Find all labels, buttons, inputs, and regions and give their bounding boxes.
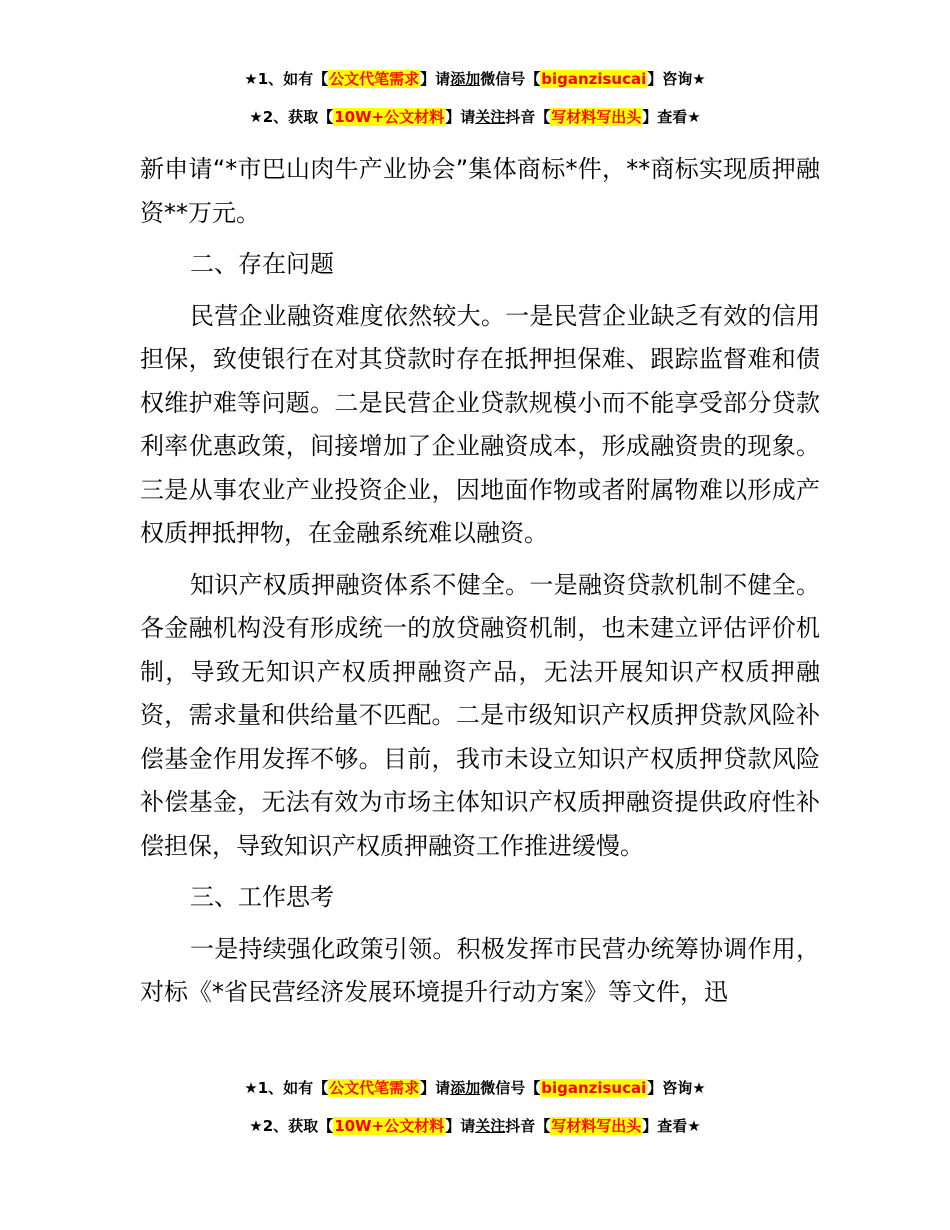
banner-text: 抖音【 [505,1117,551,1135]
paragraph-financing-difficulty: 民营企业融资难度依然较大。一是民营企业缺乏有效的信用担保，致使银行在对其贷款时存在抵押担保难、跟踪监督难和债权维护难等问题。二是民营企业贷款规模小而不能享受部分贷款利率优惠政策，间接增加了企业融资成本，形成融资贵的现象。三是从事农业产业投资企业，因地面作物或者附属物难以形成产权质押抵押物，在金融系统难以融资。 [140,301,820,547]
paragraph-policy-guidance: 一是持续强化政策引领。积极发挥市民营办统筹协调作用，对标《*省民营经济发展环境提升行动方案》等文件，迅 [140,934,820,1006]
banner-highlight: 10W+公文材料 [334,1117,445,1135]
banner-highlight: biganzisucai [541,70,647,88]
top-banner-line-1 [0,69,950,89]
banner-emphasis: 关注 [475,108,506,126]
paragraph-ip-pledge: 知识产权质押融资体系不健全。一是融资贷款机制不健全。各金融机构没有形成统一的放贷融资机制，也未建立评估评价机制，导致无知识产权质押融资产品，无法开展知识产权质押融资，需求量和供给量不匹配。二是市级知识产权质押贷款风险补偿基金作用发挥不够。目前，我市未设立知识产权质押贷款风险补偿基金，无法有效为市场主体知识产权质押融资提供政府性补偿担保，导致知识产权质押融资工作推进缓慢。 [140,570,820,860]
banner-text: 微信号【 [480,70,541,88]
bottom-banner-line-2 [0,1116,950,1136]
banner-text: 抖音【 [505,108,551,126]
banner-text: 】查看★ [642,1117,701,1135]
banner-emphasis: 关注 [475,1117,506,1135]
document-body [140,148,820,1023]
top-banner-line-2 [0,107,950,127]
banner-highlight: biganzisucai [541,1079,647,1097]
banner-highlight: 公文代笔需求 [329,1079,420,1097]
banner-text: ★1、如有【 [244,1079,329,1097]
banner-text: 】请 [445,1117,476,1135]
banner-text: ★1、如有【 [244,70,329,88]
banner-text: 】咨询★ [647,1079,706,1097]
banner-emphasis: 添加 [450,1079,481,1097]
banner-text: ★2、获取【 [249,1117,334,1135]
bottom-banner-line-1 [0,1078,950,1098]
section-heading-problems: 二、存在问题 [190,250,334,278]
section-heading-thoughts: 三、工作思考 [190,883,334,911]
banner-text: 】请 [445,108,476,126]
banner-text: 】咨询★ [647,70,706,88]
banner-highlight: 公文代笔需求 [329,70,420,88]
banner-text: 】查看★ [642,108,701,126]
banner-text: 】请 [420,1079,451,1097]
banner-highlight: 写材料写出头 [551,108,642,126]
banner-text: 微信号【 [480,1079,541,1097]
banner-emphasis: 添加 [450,70,481,88]
banner-text: 】请 [420,70,451,88]
banner-text: ★2、获取【 [249,108,334,126]
banner-highlight: 写材料写出头 [551,1117,642,1135]
paragraph-continued: 新申请“*市巴山肉牛产业协会”集体商标*件，**商标实现质押融资**万元。 [140,155,820,227]
banner-highlight: 10W+公文材料 [334,108,445,126]
